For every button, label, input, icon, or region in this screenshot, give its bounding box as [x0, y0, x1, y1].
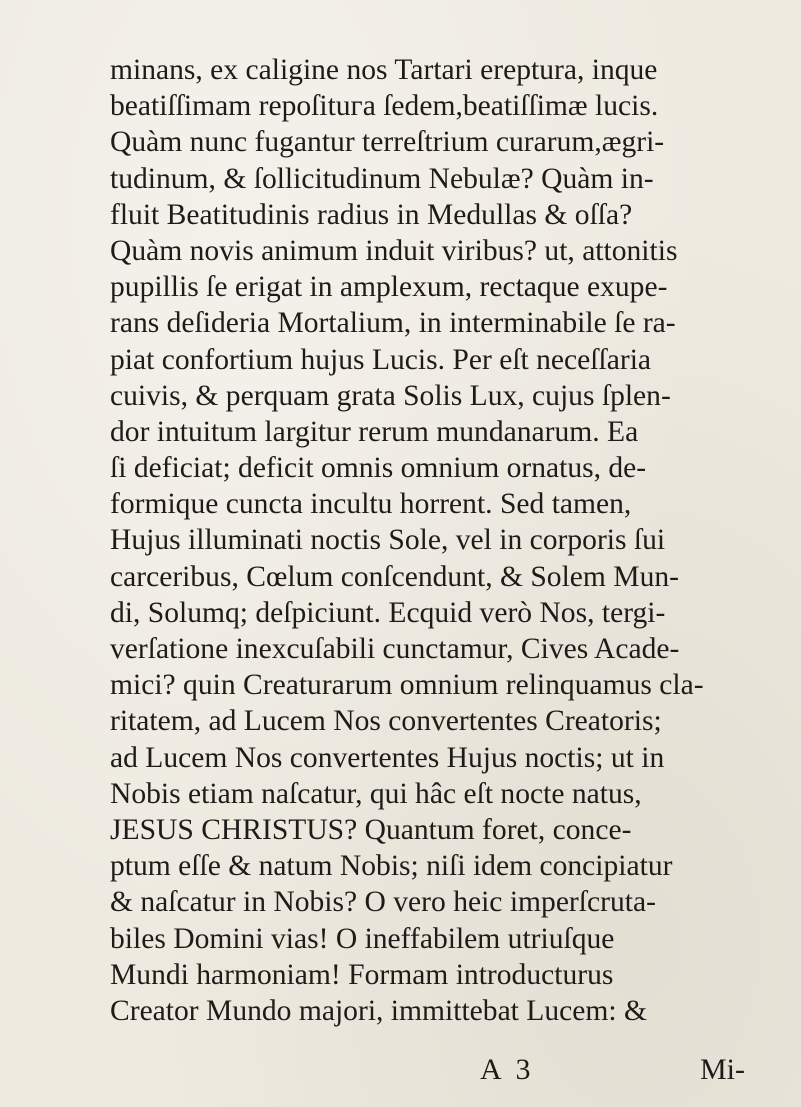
text-line: ritatem, ad Lucem Nos convertentes Creatoris;	[110, 704, 662, 738]
text-line: Hujus illuminati noctis Sole, vel in corporis ſui	[110, 523, 666, 557]
body-text	[110, 52, 800, 1029]
text-line: beatiſſimam repoſituга ſedem,beatiſſimæ lucis.	[110, 89, 659, 123]
text-line: piat confortium hujus Lucis. Per eſt neceſſaria	[110, 342, 652, 376]
page-footer	[0, 1053, 801, 1093]
text-line: pupillis ſe erigat in amplexum, rectaque exupe-	[110, 270, 668, 304]
text-line: fluit Beatitudinis radius in Medullas & oſſa?	[110, 197, 633, 231]
text-line: biles Domini vias! O ineffabilem utriuſque	[110, 921, 615, 955]
text-line: Creator Mundo majori, immittebat Lucem: &	[110, 993, 647, 1027]
text-line: JESUS CHRISTUS? Quantum foret, conce-	[110, 812, 632, 846]
text-line: dor intuitum largitur rerum mundanarum. Ea	[110, 414, 639, 448]
text-line: ptum eſſe & natum Nobis; niſi idem concipiatur	[110, 849, 673, 883]
text-line: ſi deficiat; deficit omnis omnium ornatus, de-	[110, 451, 647, 485]
text-line: Quàm novis animum induit viribus? ut, attonitis	[110, 233, 678, 267]
signature-mark: A 3	[480, 1053, 535, 1086]
text-line: Quàm nunc fugantur terreſtrium curarum,ægri-	[110, 125, 665, 159]
text-line: tudinum, & ſollicitudinum Nebulæ? Quàm in-	[110, 161, 654, 195]
text-line: di, Solumq; deſpiciunt. Ecquid verò Nos, tergi-	[110, 595, 666, 629]
text-line: Mundi harmoniam! Formam introducturus	[110, 957, 614, 991]
catchword: Mi-	[700, 1053, 745, 1086]
text-line: carceribus, Cœlum conſcendunt, & Solem Mun-	[110, 559, 680, 593]
text-line: ad Lucem Nos convertentes Hujus noctis; ut in	[110, 740, 665, 774]
text-line: mici? quin Creaturarum omnium relinquamus cla-	[110, 668, 704, 702]
text-line: formique cuncta incultu horrent. Sed tamen,	[110, 487, 632, 521]
text-line: verſatione inexcuſabili cunctamur, Cives Acade-	[110, 632, 680, 665]
text-line: Nobis etiam naſcatur, qui hâc eſt nocte natus,	[110, 776, 642, 810]
text-line: & naſcatur in Nobis? O vero heic imperſcruta-	[110, 885, 656, 919]
text-line: minans, ex caligine nos Tartari erepturа, inque	[110, 53, 658, 86]
text-line: cuivis, & perquam grata Solis Lux, cujus ſplen-	[110, 378, 671, 412]
text-line: rans deſideria Mortalium, in interminabile ſe ra-	[110, 306, 676, 340]
